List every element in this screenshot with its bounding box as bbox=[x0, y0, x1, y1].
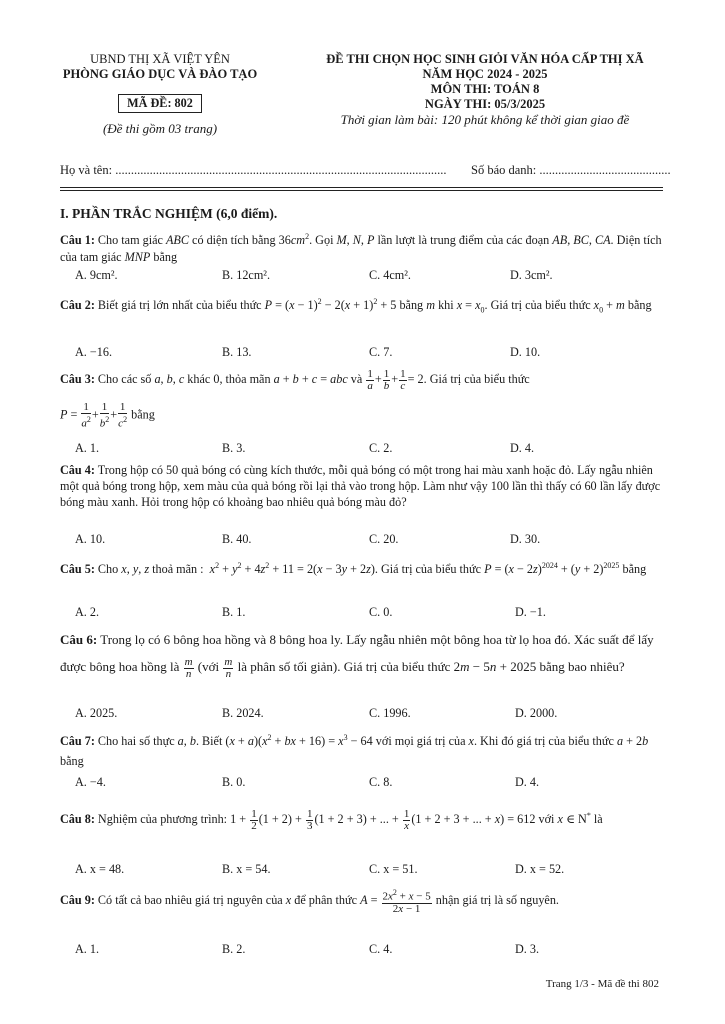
q3-option-c[interactable]: C. 2. bbox=[369, 441, 393, 455]
question-7-options bbox=[75, 775, 665, 792]
question-3-options bbox=[75, 441, 665, 458]
q6-option-b[interactable]: B. 2024. bbox=[222, 706, 264, 720]
exam-code-box: MÃ ĐỀ: 802 bbox=[118, 94, 202, 113]
question-7: Câu 7: Cho hai số thực a, b. Biết $(x + a)(x^2$ + bx + $16) = x^3 - 64$ với mọi giá trị của x. Khi đó giá trị của biểu thức a + 2b bằng bbox=[60, 733, 649, 769]
question-5: Câu 5: Cho x, y, z thoả mãn : $x^2 + y^2 + 4z^2 + 11 = 2(x - 3y + 2z)$. Giá trị của biểu thức $P = (x - 2z)^{2024} + (y + 2)^{2025}$ bằng bbox=[60, 561, 647, 577]
q9-option-d[interactable]: D. 3. bbox=[515, 942, 540, 956]
q9-option-b[interactable]: B. 2. bbox=[222, 942, 246, 956]
q7-option-b[interactable]: B. 0. bbox=[222, 775, 246, 789]
question-6-label: Câu 6: bbox=[60, 632, 98, 647]
q6-option-a[interactable]: A. 2025. bbox=[75, 706, 118, 720]
question-7-label: Câu 7: bbox=[60, 734, 95, 749]
student-info bbox=[60, 163, 671, 181]
q1-option-d[interactable]: D. 3cm². bbox=[510, 268, 553, 282]
question-4-options bbox=[75, 532, 665, 549]
section-title: I. PHẦN TRẮC NGHIỆM (6,0 điểm). bbox=[60, 206, 278, 221]
q2-option-a[interactable]: A. −16. bbox=[75, 345, 113, 359]
q8-option-d[interactable]: D. x = 52. bbox=[515, 862, 565, 876]
question-5-options bbox=[75, 605, 665, 622]
question-1: Câu 1: Cho tam giác ABC có diện tích bằng $36cm^2$. Gọi M, N, P lần lượt là trung điểm của các đoạn AB, BC, CA. Diện tích của tam giác MNP bằng bbox=[60, 232, 662, 265]
q5-option-a[interactable]: A. 2. bbox=[75, 605, 100, 619]
question-4 bbox=[60, 462, 665, 510]
divider-2 bbox=[60, 190, 663, 191]
q8-option-b[interactable]: B. x = 54. bbox=[222, 862, 271, 876]
q7-option-a[interactable]: A. −4. bbox=[75, 775, 106, 789]
question-8-options bbox=[75, 862, 665, 879]
header-right bbox=[285, 52, 685, 128]
q9-option-a[interactable]: A. 1. bbox=[75, 942, 100, 956]
question-8-label: Câu 8: bbox=[60, 812, 95, 827]
q2-option-b[interactable]: B. 13. bbox=[222, 345, 252, 359]
question-9-label: Câu 9: bbox=[60, 893, 95, 907]
question-6: Câu 6: Trong lọ có 6 bông hoa hồng và 8 bông hoa ly. Lấy ngẫu nhiên một bông hoa từ lọ hoa đó. Xác suất để lấy được bông hoa hồng là $\frac{m}{n}$ (với $\frac{m}{n}$ là phân số tối giản). Giá trị của biểu thức 2m − 5n + 2025 bằng bao nhiêu? bbox=[60, 632, 654, 680]
q5-option-d[interactable]: D. −1. bbox=[515, 605, 546, 619]
exam-date: NGÀY THI: 05/3/2025 bbox=[424, 97, 546, 111]
question-1-label: Câu 1: bbox=[60, 233, 95, 248]
exam-title: ĐỀ THI CHỌN HỌC SINH GIỎI VĂN HÓA CẤP THỊ XÃ bbox=[326, 52, 644, 66]
question-2-label: Câu 2: bbox=[60, 298, 95, 313]
q1-option-a[interactable]: A. 9cm². bbox=[75, 268, 118, 282]
q1-option-c[interactable]: C. 4cm². bbox=[369, 268, 411, 282]
school-year: NĂM HỌC 2024 - 2025 bbox=[422, 67, 548, 81]
question-5-label: Câu 5: bbox=[60, 562, 95, 577]
question-3-label: Câu 3: bbox=[60, 372, 95, 386]
q3-option-d[interactable]: D. 4. bbox=[510, 441, 535, 455]
question-3-expression: P = $\frac{1}{a^2}$ + $\frac{1}{b^2}$ + $\frac{1}{c^2}$ bằng bbox=[60, 401, 155, 430]
q3-option-a[interactable]: A. 1. bbox=[75, 441, 100, 455]
q4-option-b[interactable]: B. 40. bbox=[222, 532, 252, 546]
q3-option-b[interactable]: B. 3. bbox=[222, 441, 246, 455]
q8-option-c[interactable]: C. x = 51. bbox=[369, 862, 418, 876]
question-6-options bbox=[75, 706, 665, 723]
q2-option-d[interactable]: D. 10. bbox=[510, 345, 541, 359]
q6-option-c[interactable]: C. 1996. bbox=[369, 706, 411, 720]
question-4-label: Câu 4: bbox=[60, 463, 95, 477]
q5-option-b[interactable]: B. 1. bbox=[222, 605, 246, 619]
pages-note: (Đề thi gồm 03 trang) bbox=[102, 121, 218, 136]
q6-option-d[interactable]: D. 2000. bbox=[515, 706, 558, 720]
q4-option-c[interactable]: C. 20. bbox=[369, 532, 399, 546]
question-4-text: Trong hộp có 50 quả bóng có cùng kích thước, mỗi quả bóng có một trong hai màu xanh hoặc đỏ. Lấy ngẫu nhiên một quả bóng trong hộp, xem màu của quả bóng rồi lại thả vào trong hộp. Làm như vậy 100 lần thì thấy có 60 lần lấy được bóng màu xanh. Hỏi trong hộp có khoảng bao nhiêu quả bóng màu đỏ? bbox=[60, 463, 661, 509]
question-2-options bbox=[75, 345, 665, 362]
question-9: Câu 9: Có tất cả bao nhiêu giá trị nguyên của x để phân thức A = $\frac{2x^2 + x - 5}{2x - 1}$ nhận giá trị là số nguyên. bbox=[60, 888, 559, 916]
q9-option-c[interactable]: C. 4. bbox=[369, 942, 393, 956]
question-1-options bbox=[75, 268, 665, 285]
org-line2: PHÒNG GIÁO DỤC VÀ ĐÀO TẠO bbox=[62, 67, 258, 81]
q4-option-a[interactable]: A. 10. bbox=[75, 532, 106, 546]
page-footer: Trang 1/3 - Mã đề thi 802 bbox=[545, 978, 659, 990]
q2-option-c[interactable]: C. 7. bbox=[369, 345, 393, 359]
question-9-options bbox=[75, 942, 665, 959]
student-name-field: Họ và tên: .......................................................................................................... bbox=[60, 163, 447, 177]
question-8: Câu 8: Nghiệm của phương trình: 1 + $\frac{1}{2}$ (1 + 2) + $\frac{1}{3}$ (1 + 2 + 3) + ... + $\frac{1}{x}$ (1 + 2 + 3 + ... + x) = 612 với x ∈ N* là bbox=[60, 807, 603, 832]
org-line1: UBND THỊ XÃ VIỆT YÊN bbox=[90, 52, 230, 66]
student-id-field: Số báo danh: .......................................... bbox=[471, 163, 671, 177]
question-2: Câu 2: Biết giá trị lớn nhất của biểu thức $P = (x - 1)^2 - 2(x + 1)^2 + 5$ bằng m khi $x = x_0$. Giá trị của biểu thức $x_0 + m$ bằng bbox=[60, 297, 652, 315]
q7-option-d[interactable]: D. 4. bbox=[515, 775, 540, 789]
divider-1 bbox=[60, 187, 663, 188]
q1-option-b[interactable]: B. 12cm². bbox=[222, 268, 271, 282]
time-note: Thời gian làm bài: 120 phút không kể thời gian giao đề bbox=[340, 112, 630, 127]
header-left bbox=[40, 52, 280, 137]
subject: MÔN THI: TOÁN 8 bbox=[430, 82, 540, 96]
q4-option-d[interactable]: D. 30. bbox=[510, 532, 541, 546]
q5-option-c[interactable]: C. 0. bbox=[369, 605, 393, 619]
question-3: Câu 3: Cho các số a, b, c khác 0, thỏa mãn a + b + c = abc và $\frac{1}{a}$ + $\frac{1}{b}$ + $\frac{1}{c}$ = 2. Giá trị của biểu thức bbox=[60, 367, 530, 392]
q8-option-a[interactable]: A. x = 48. bbox=[75, 862, 125, 876]
q7-option-c[interactable]: C. 8. bbox=[369, 775, 393, 789]
